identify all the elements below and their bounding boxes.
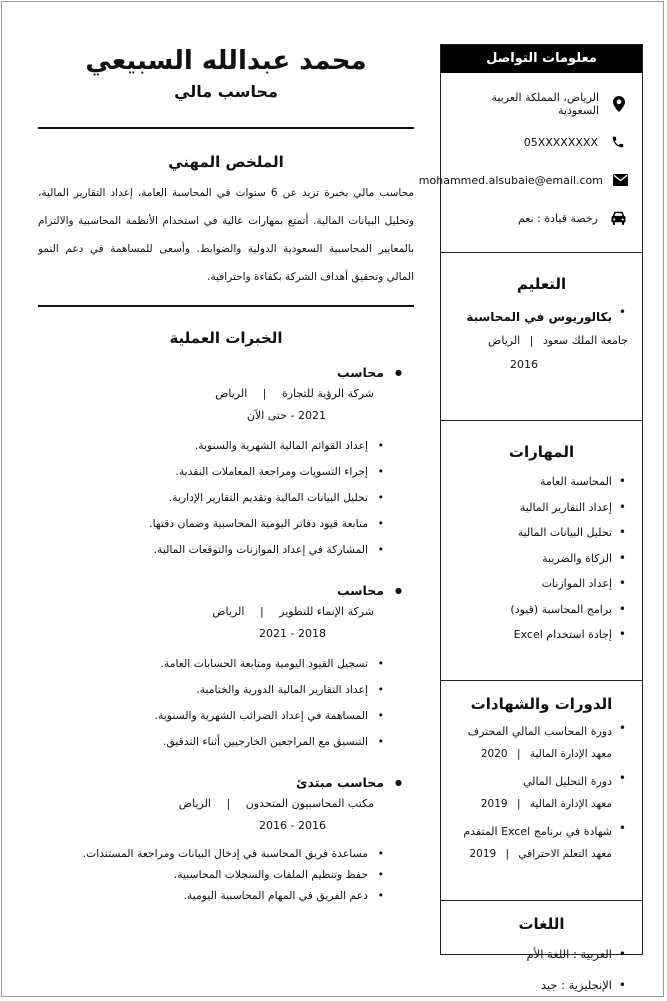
location-text: الرياض، المملكة العربية السعودية [491,91,600,117]
task-item: • المشاركة في إعداد الموازنات والتوقعات المالية. [38,537,384,563]
separator: | [516,798,521,810]
resume-page [1,1,664,997]
education-city: الرياض [488,334,521,347]
job-title: ● محاسب مبتدئ [38,773,384,793]
skill-item: • إعداد التقارير المالية [449,495,628,521]
contact-location [441,85,642,123]
separator: | [226,797,231,810]
skills-list [441,469,642,648]
education-degree: • بكالوريوس في المحاسبة [466,310,612,324]
divider [38,127,414,129]
course-item [449,821,628,865]
divider [38,305,414,307]
contact-email [418,161,642,199]
job-city: الرياض [215,387,248,400]
skill-item: • برامج المحاسبة (قيود) [449,597,628,623]
job-city: الرياض [212,605,245,618]
candidate-name: محمد عبدالله السبيعي [85,46,367,76]
job-entry [38,581,414,755]
job-dates: 2021 - حتى الآن [246,409,326,422]
job-tasks [38,651,384,755]
job-meta [38,383,384,405]
job-meta [38,793,384,815]
job-dates: 2016 - 2016 [259,819,326,832]
education-year: 2016 [510,358,538,371]
separator: | [262,387,267,400]
education-university: جامعة الملك سعود [542,334,628,347]
courses-section [441,695,642,901]
course-year: 2019 [480,798,508,810]
courses-title: الدورات والشهادات [470,695,613,713]
contact-title: معلومات التواصل [441,45,642,73]
sidebar [418,44,643,992]
course-name: • دورة التحليل المالي [522,775,612,788]
skill-item: • تحليل البيانات المالية [449,520,628,546]
job-tasks [38,433,384,563]
course-year: 2019 [469,848,497,860]
language-item: • العربية : اللغة الأم [449,939,628,970]
separator: | [505,848,510,860]
course-meta [449,793,612,815]
course-item [449,771,628,815]
education-list [441,305,642,377]
location-pin-icon [609,96,628,112]
job-dates: 2018 - 2021 [259,627,326,640]
license-text: رخصة قيادة : نعم [517,211,598,225]
courses-list [441,721,642,865]
skill-item: • إعداد الموازنات [449,571,628,597]
job-entry [38,773,414,906]
course-org: معهد التعلم الاحترافي [518,848,612,860]
job-entry [38,363,414,563]
skills-title: المهارات [508,443,575,461]
experience-title: الخبرات العملية [169,329,283,347]
course-item [449,721,628,765]
task-item: • إعداد القوائم المالية الشهرية والسنوية. [38,433,384,459]
course-meta [449,843,612,865]
language-item: • الإنجليزية : جيد [449,970,628,997]
separator: | [259,605,264,618]
education-item [449,305,628,377]
job-company: مكتب المحاسبيون المتحدون [245,797,374,810]
car-icon [608,210,628,226]
phone-icon [608,134,628,150]
contact-license [441,199,642,237]
task-item: • حفظ وتنظيم الملفات والسجلات المحاسبية. [38,864,384,885]
education-title: التعليم [516,275,567,293]
job-company: شركة الإنماء للتطوير [279,605,374,618]
job-tasks [38,843,384,906]
skill-item: • المحاسبة العامة [449,469,628,495]
main-column [38,44,414,906]
job-city: الرياض [178,797,211,810]
course-year: 2020 [480,748,508,760]
skill-item: • الزكاة والضريبة [449,546,628,572]
task-item: • إجراء التسويات ومراجعة المعاملات النقدية. [38,459,384,485]
summary-title: الملخص المهني [168,153,284,171]
course-name: • دورة المحاسب المالي المحترف [467,725,612,738]
course-org: معهد الإدارة المالية [529,798,612,810]
separator: | [529,334,534,347]
task-item: • مساعدة فريق المحاسبة في إدخال البيانات ومراجعة المستندات. [38,843,384,864]
languages-title: اللغات [518,915,565,933]
job-meta [38,601,384,623]
envelope-icon [613,172,628,188]
task-item: • تسجيل القيود اليومية ومتابعة الحسابات العامة. [38,651,384,677]
contact-phone [441,123,642,161]
task-item: • متابعة قيود دفاتر اليومية المحاسبية وضمان دقتها. [38,511,384,537]
job-company: شركة الرؤية للتجارة [281,387,374,400]
job-title: ● محاسب [38,581,384,601]
skill-item: • إجادة استخدام Excel [449,622,628,648]
task-item: • التنسيق مع المراجعين الخارجيين أثناء التدقيق. [38,729,384,755]
education-section [441,275,642,421]
course-name: • شهادة في برنامج Excel المتقدم [463,825,612,838]
course-meta [449,743,612,765]
education-meta [449,329,628,353]
contact-section [418,45,642,253]
task-item: • تحليل البيانات المالية وتقديم التقارير الإدارية. [38,485,384,511]
skills-section [441,443,642,681]
task-item: • إعداد التقارير المالية الدورية والختامية. [38,677,384,703]
job-title: ● محاسب [38,363,384,383]
languages-section [441,915,642,997]
languages-list [441,939,642,997]
summary-text: محاسب مالي بخبرة تزيد عن 6 سنوات في المحاسبة العامة، إعداد التقارير المالية، وتحليل البيانات المالية. أتمتع بمهارات عالية في استخدام الأنظمة المحاسبية والالتزام بالمعايير المحاسبية السعودية الدولية والضوابط. وأسعى للمساهمة في دعم النمو المالي وتحقيق أهداف الشركة بكفاءة واحترافية. [38,187,414,283]
course-org: معهد الإدارة المالية [529,748,612,760]
task-item: • المساهمة في إعداد الضرائب الشهرية والسنوية. [38,703,384,729]
phone-text[interactable]: 05XXXXXXXX [523,135,598,149]
task-item: • دعم الفريق في المهام المحاسبية اليومية. [38,885,384,906]
email-text[interactable]: mohammed.alsubaie@email.com [418,173,603,187]
candidate-job-title: محاسب مالي [174,82,278,101]
separator: | [516,748,521,760]
